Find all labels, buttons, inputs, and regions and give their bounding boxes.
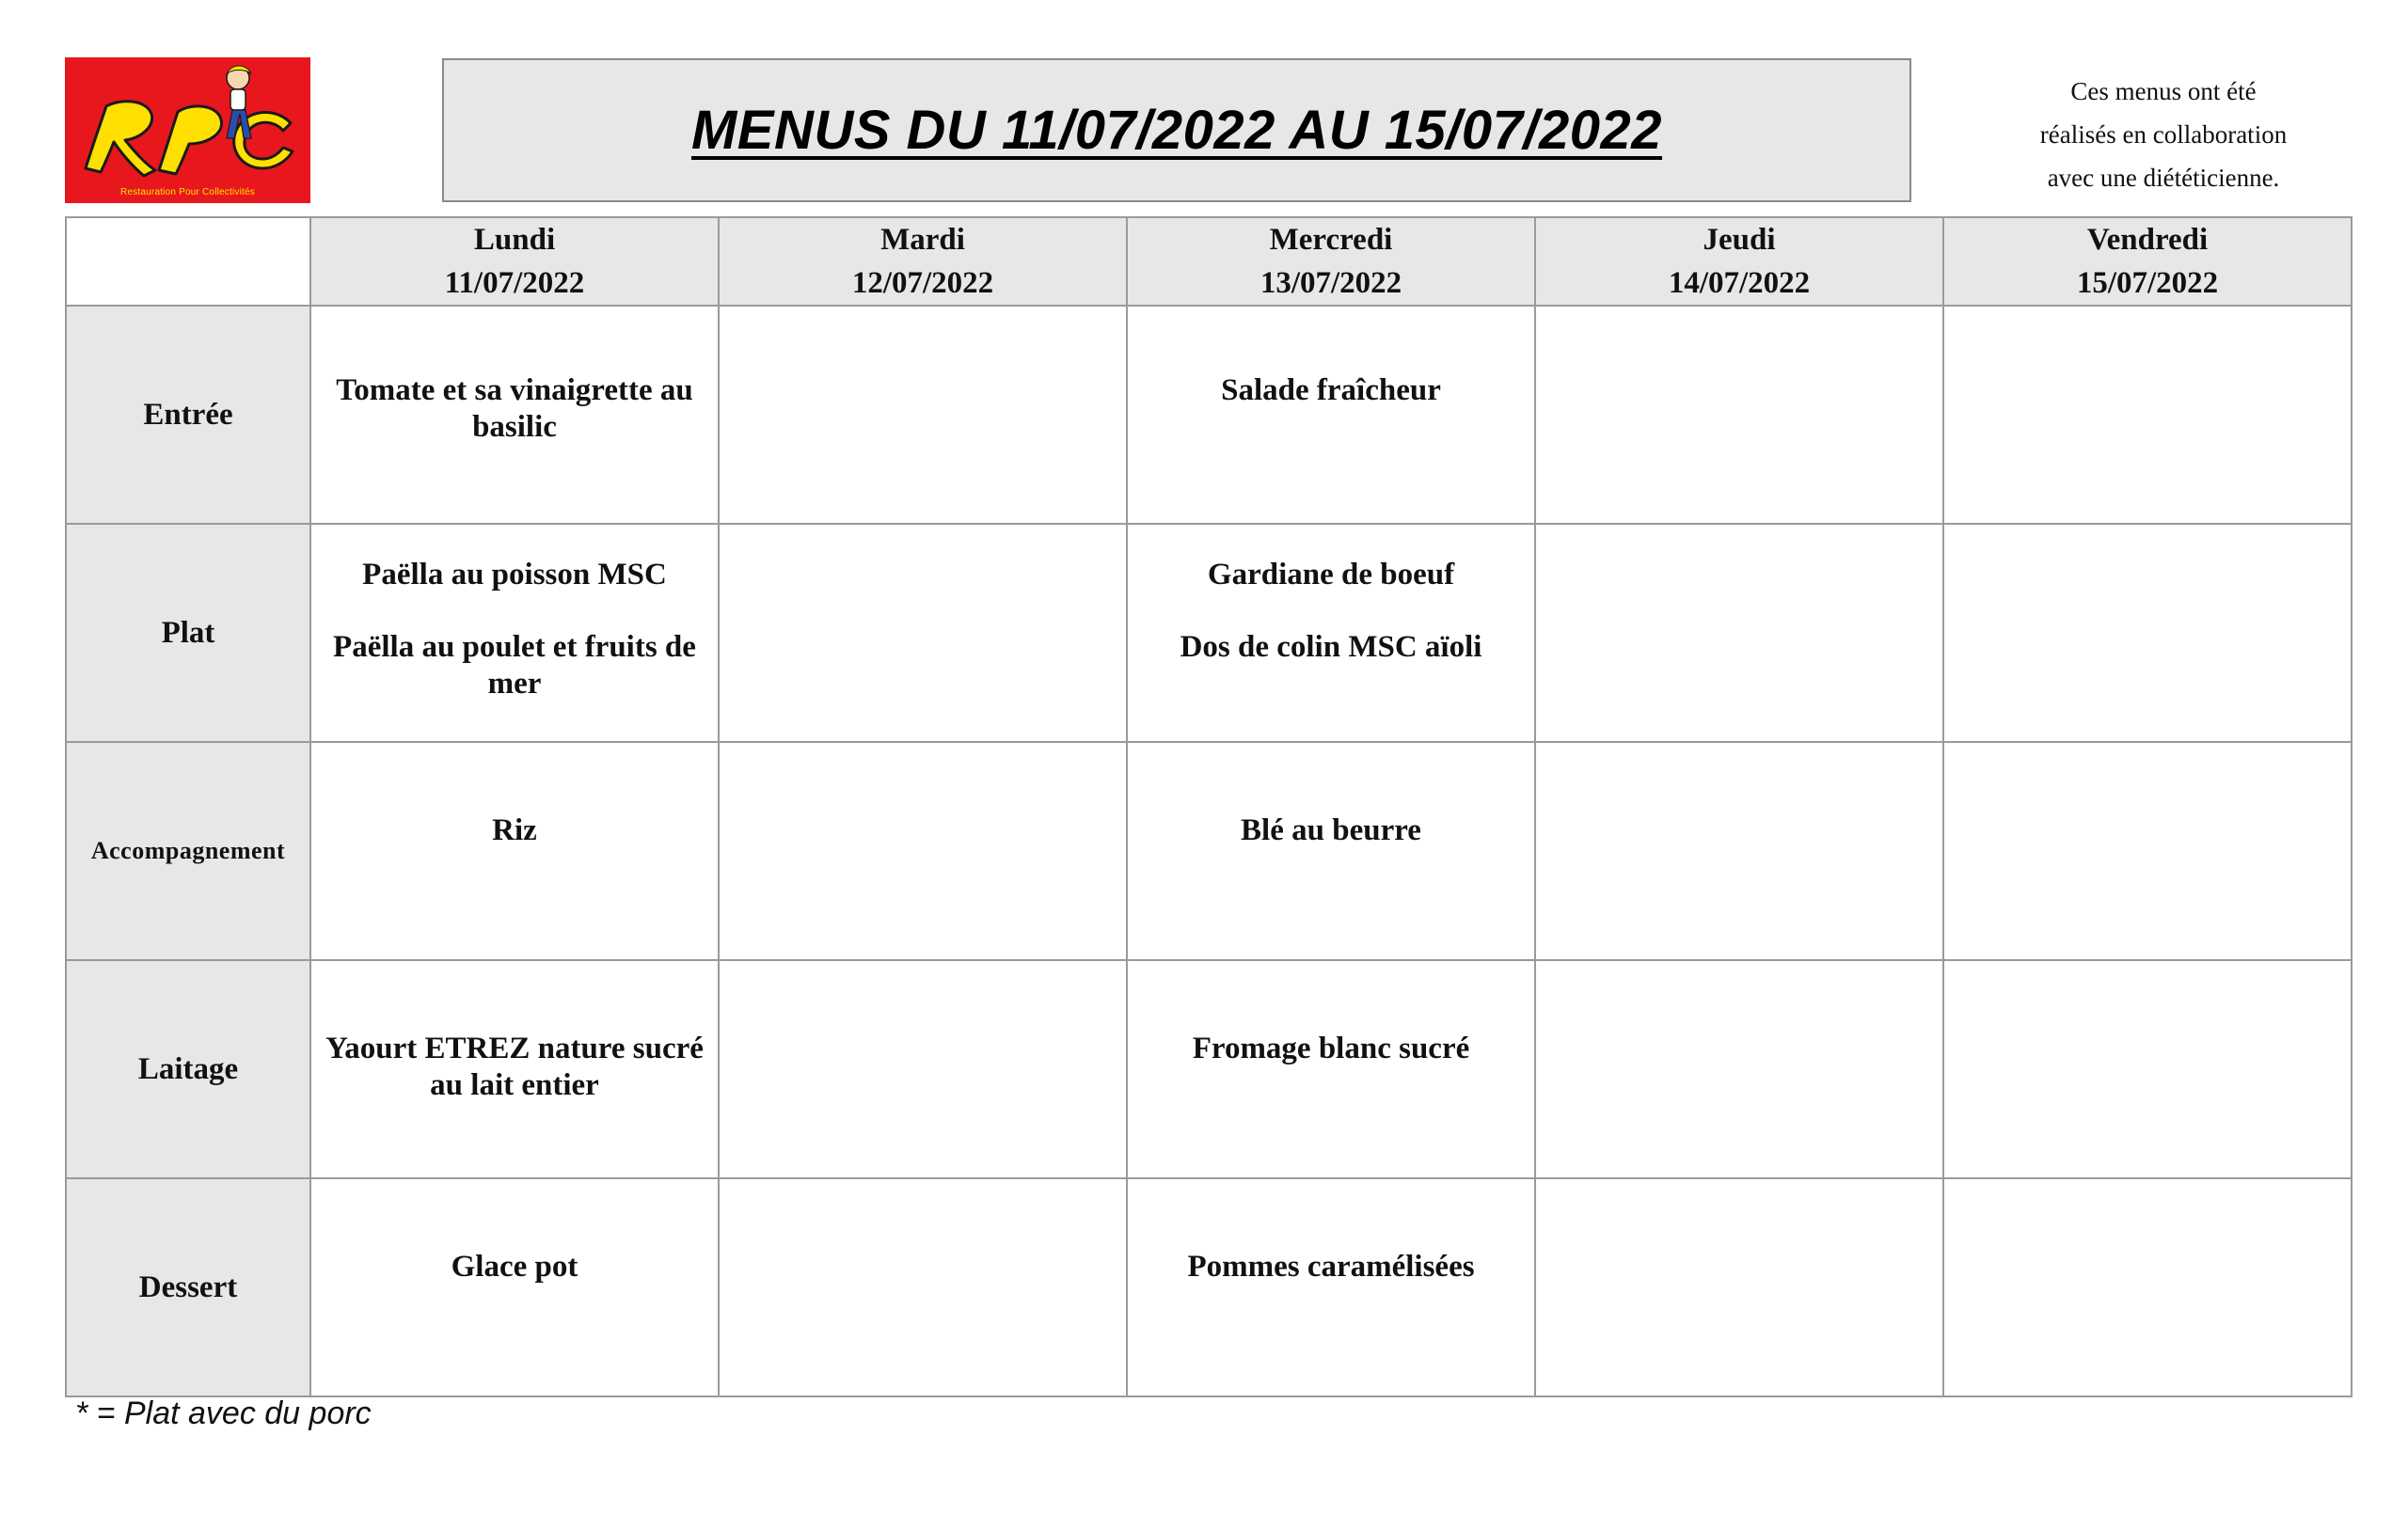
- dish: Paëlla au poisson MSC: [362, 558, 667, 591]
- corner-cell: [66, 217, 310, 306]
- dish: Pommes caramélisées: [1187, 1250, 1475, 1284]
- rpc-logo: [65, 57, 310, 203]
- day-name: Mardi: [880, 223, 965, 257]
- menu-cell: [310, 742, 719, 960]
- menu-cell: [1127, 960, 1535, 1178]
- day-name: Jeudi: [1703, 223, 1776, 257]
- row-entree: [66, 306, 2352, 524]
- dish: Yaourt ETREZ nature sucré au lait entier: [325, 1032, 704, 1102]
- day-name: Mercredi: [1269, 223, 1393, 257]
- header-row: [66, 217, 2352, 306]
- menu-cell-empty: [1535, 742, 1943, 960]
- row-dessert: [66, 1178, 2352, 1396]
- dish: Tomate et sa vinaigrette au basilic: [336, 373, 693, 444]
- menu-table: [65, 216, 2353, 1397]
- dish: Paëlla au poulet et fruits de mer: [333, 630, 696, 701]
- dietitian-note: [1966, 70, 2361, 199]
- menu-cell-empty: [719, 306, 1127, 524]
- day-name: Vendredi: [2086, 223, 2209, 257]
- menu-cell-empty: [719, 960, 1127, 1178]
- menu-cell: [1127, 524, 1535, 742]
- day-header-friday: [1943, 217, 2352, 306]
- rpc-logo-graphic: [65, 57, 310, 203]
- row-label-entree: Entrée: [66, 306, 310, 524]
- menu-cell: [310, 960, 719, 1178]
- menu-cell-empty: [719, 742, 1127, 960]
- menu-cell-empty: [1535, 960, 1943, 1178]
- menu-cell: [1127, 306, 1535, 524]
- menu-cell: [310, 524, 719, 742]
- menu-cell-empty: [1535, 306, 1943, 524]
- menu-cell-empty: [719, 1178, 1127, 1396]
- menu-cell-empty: [1943, 524, 2352, 742]
- dish: Blé au beurre: [1241, 813, 1421, 847]
- menu-cell-empty: [1943, 306, 2352, 524]
- menu-cell: [1127, 1178, 1535, 1396]
- day-header-tuesday: [719, 217, 1127, 306]
- row-laitage: [66, 960, 2352, 1178]
- note-line: Ces menus ont été: [2070, 77, 2257, 105]
- menu-cell-empty: [1535, 1178, 1943, 1396]
- day-name: Lundi: [473, 223, 556, 257]
- row-accompagnement: [66, 742, 2352, 960]
- dish: Fromage blanc sucré: [1192, 1032, 1470, 1065]
- note-line: réalisés en collaboration: [2039, 120, 2288, 149]
- page-title: MENUS DU 11/07/2022 AU 15/07/2022: [690, 100, 1663, 161]
- row-label-accompagnement: Accompagnement: [66, 742, 310, 960]
- dish: Gardiane de boeuf: [1207, 558, 1455, 591]
- title-box: [442, 58, 1911, 202]
- day-date: 13/07/2022: [1259, 266, 1402, 300]
- row-label-laitage: Laitage: [66, 960, 310, 1178]
- row-plat: [66, 524, 2352, 742]
- menu-cell-empty: [1535, 524, 1943, 742]
- day-date: 11/07/2022: [444, 266, 585, 300]
- day-date: 14/07/2022: [1668, 266, 1811, 300]
- menu-cell: [310, 1178, 719, 1396]
- day-header-thursday: [1535, 217, 1943, 306]
- row-label-plat: Plat: [66, 524, 310, 742]
- menu-cell-empty: [1943, 1178, 2352, 1396]
- note-line: avec une diététicienne.: [2047, 164, 2280, 192]
- menu-cell: [1127, 742, 1535, 960]
- menu-cell-empty: [1943, 742, 2352, 960]
- menu-cell: [310, 306, 719, 524]
- menu-cell-empty: [1943, 960, 2352, 1178]
- menu-cell-empty: [719, 524, 1127, 742]
- day-date: 15/07/2022: [2076, 266, 2219, 300]
- day-date: 12/07/2022: [851, 266, 994, 300]
- row-label-dessert: Dessert: [66, 1178, 310, 1396]
- dish: Salade fraîcheur: [1221, 373, 1441, 407]
- day-header-monday: [310, 217, 719, 306]
- dish: Glace pot: [451, 1250, 578, 1284]
- dish: Riz: [492, 813, 537, 847]
- day-header-wednesday: [1127, 217, 1535, 306]
- logo-caption: Restauration Pour Collectivités: [120, 187, 255, 197]
- dish: Dos de colin MSC aïoli: [1180, 630, 1482, 664]
- pork-footnote: * = Plat avec du porc: [75, 1396, 372, 1431]
